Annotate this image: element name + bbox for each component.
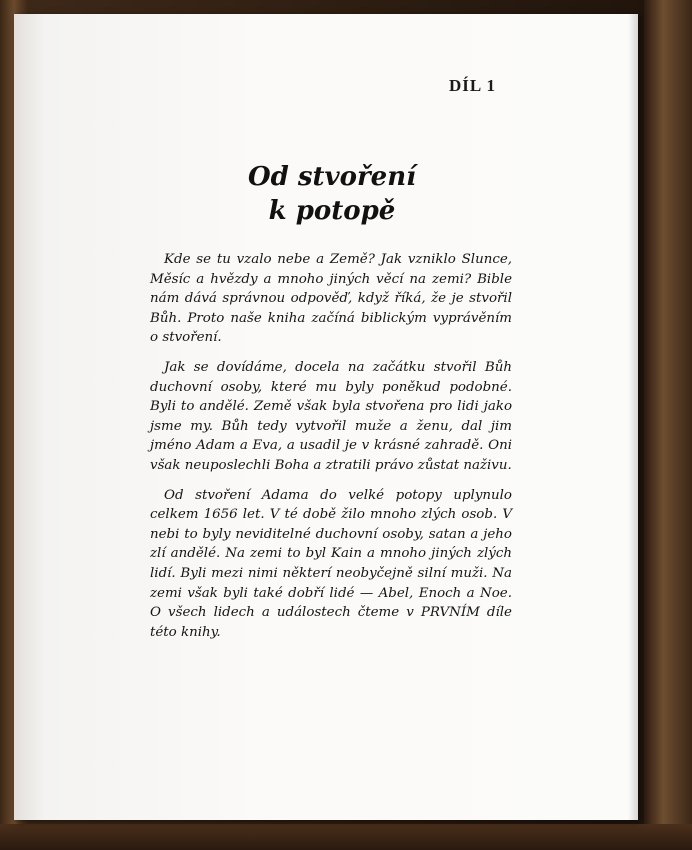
book-cover-edge-bottom — [0, 824, 692, 850]
chapter-title — [212, 160, 452, 228]
paragraph: Jak se dovídáme, docela na začátku stvořil Bůh duchovní osoby, které mu byly poněkud podobné. Byli to andělé. Země však byla stvořena pro lidi jako jsme my. Bůh tedy vytvořil muže a ženu, dal jim jméno Adam a Eva, a usadil je v krásné zahradě. Oni však neuposlechli Boha a ztratili právo zůstat naživu. — [150, 359, 512, 473]
page-gutter-shadow — [628, 14, 638, 820]
book-cover-edge-right — [644, 0, 692, 850]
intro-text — [150, 250, 512, 652]
part-label: DÍL 1 — [448, 76, 496, 95]
chapter-title-line-1: Od stvoření — [248, 162, 416, 192]
chapter-title-line-2: k potopě — [268, 196, 396, 226]
paragraph: Kde se tu vzalo nebe a Země? Jak vzniklo Slunce, Měsíc a hvězdy a mnoho jiných věcí na zemi? Bible nám dává správnou odpověď, když říká, že je stvořil Bůh. Proto naše kniha začíná biblickým vyprávěním o stvoření. — [150, 252, 512, 346]
paragraph: Od stvoření Adama do velké potopy uplynulo celkem 1656 let. V té době žilo mnoho zlých osob. V nebi to byly neviditelné duchovní osoby, satan a jeho zlí andělé. Na zemi to byl Kain a mnoho jiných zlých lidí. Byli mezi nimi některí neobyčejně silní muži. Na zemi však byli také dobří lidé — Abel, Enoch a Noe. O všech lidech a událostech čteme v PRVNÍM díle této knihy. — [150, 487, 512, 640]
book-page — [14, 14, 638, 820]
